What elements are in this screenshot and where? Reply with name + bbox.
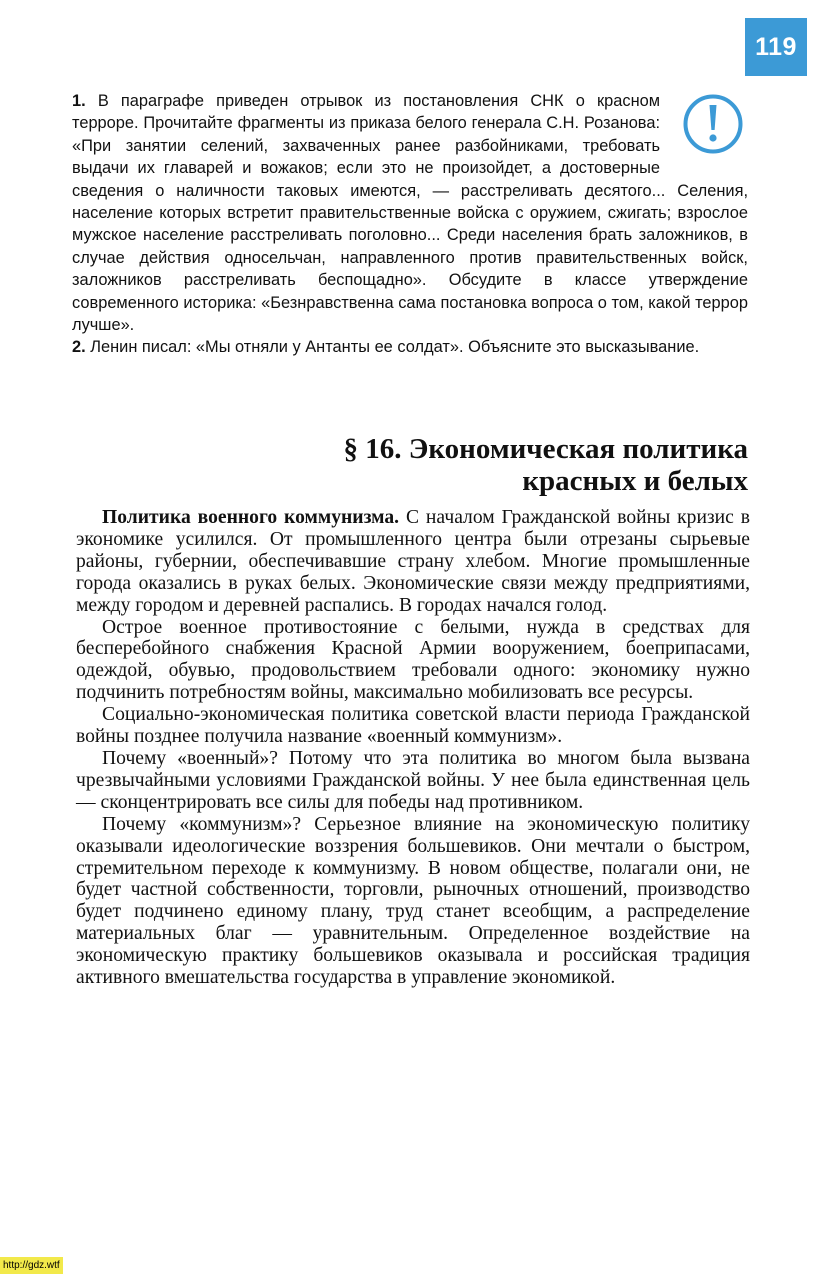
icon-spacer [660,90,748,174]
question-1-text: В параграфе приведен отрывок из постановления СНК о красном терроре. Прочитайте фрагменты из приказа белого генерала С.Н. Розанова: «При занятии селений, захваченных ранее разбойниками, требовать выдачи их главарей и вожаков; если это не произойдет, а достоверные сведения о наличности таковых имеются, — расстреливать десятого... Селения, население которых встретит правительственные войска с оружием, сжигать; взрослое мужское население расстреливать поголовно... Среди населения брать заложников, в случае действия односельчан, направленного против правительственных войск, заложников расстреливать беспощадно». Обсудите в классе утверждение современного историка: «Безнравственна сама постановка вопроса о том, какой террор лучше». [72,92,748,335]
paragraph-1-text: С началом Гражданской войны кризис в экономике усилился. От промышленного центра были отрезаны сырьевые районы, губернии, обеспечивавшие страну хлебом. Многие промышленные города оказались в руках белых. Экономические связи между предприятиями, между городом и деревней распались. В городах начался голод. [76,507,750,616]
source-link[interactable]: http://gdz.wtf [0,1257,63,1274]
paragraph-5: Почему «коммунизм»? Серьезное влияние на экономическую политику оказывали идеологические воззрения большевиков. Они мечтали о быстром, стремительном переходе к коммунизму. В новом обществе, полагали они, не будет частной собственности, торговли, рыночных отношений, производство будет подчинено единому плану, труд станет всеобщим, а распределение материальных благ — уравнительным. Определенное воздействие на экономическую практику большевиков оказывала и российская традиция активного вмешательства государства в управление экономикой. [76,813,750,989]
section-body [76,507,750,989]
paragraph-4: Почему «военный»? Потому что эта политика во многом была вызвана чрезвычайными условиями Гражданской войны. У нее была единственная цель — сконцентрировать все силы для победы над противником. [76,747,750,813]
subheading: Политика военного коммунизма. [102,507,400,528]
question-2-number: 2. [72,338,86,357]
question-2-text: Ленин писал: «Мы отняли у Антанты ее солдат». Объясните это высказывание. [90,338,700,357]
question-1-number: 1. [72,92,86,110]
section-title-line-2: красных и белых [522,465,748,497]
questions-block [72,90,748,359]
paragraph-3: Социально-экономическая политика советской власти периода Гражданской войны позднее получила название «военный коммунизм». [76,704,750,748]
question-2 [72,336,748,358]
question-1 [72,90,748,336]
paragraph-1 [76,507,750,617]
section-title [240,433,748,497]
paragraph-2: Острое военное противостояние с белыми, нужда в средствах для бесперебойного снабжения Красной Армии вооружением, боеприпасами, одеждой, обувью, продовольствием требовали одного: экономику нужно подчинить потребностям войны, максимально мобилизовать все ресурсы. [76,616,750,704]
section-title-line-1: § 16. Экономическая политика [343,433,748,465]
page-number: 119 [745,18,807,76]
